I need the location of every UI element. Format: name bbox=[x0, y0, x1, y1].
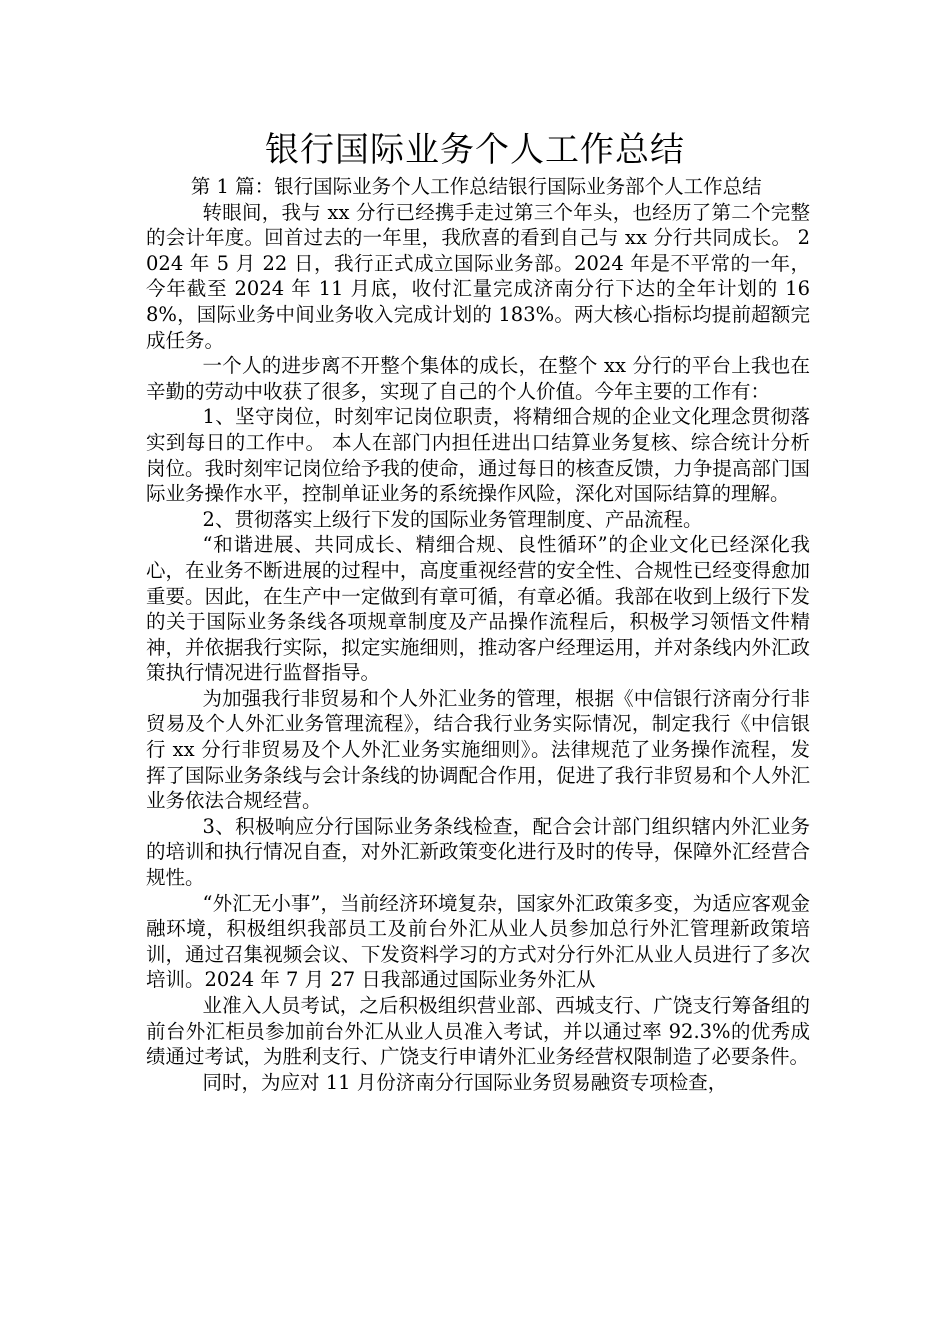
paragraph: 第 1 篇：银行国际业务个人工作总结银行国际业务部个人工作总结 bbox=[190, 175, 762, 198]
document-body bbox=[146, 174, 810, 1095]
document-title: 银行国际业务个人工作总结 bbox=[265, 130, 685, 170]
paragraph: 为加强我行非贸易和个人外汇业务的管理，根据《中信银行济南分行非贸易及个人外汇业务管理流程》，结合我行业务实际情况，制定我行《中信银行 xx 分行非贸易及个人外汇业务实施细则》。法律规范了业务操作流程，发挥了国际业务条线与会计条线的协调配合作用，促进了我行非贸易和个人外汇业务依法合规经营。 bbox=[146, 686, 810, 813]
paragraph: 3、积极响应分行国际业务条线检查，配合会计部门组织辖内外汇业务的培训和执行情况自查，对外汇新政策变化进行及时的传导，保障外汇经营合规性。 bbox=[146, 814, 810, 890]
paragraph: 一个人的进步离不开整个集体的成长，在整个 xx 分行的平台上我也在辛勤的劳动中收获了很多，实现了自己的个人价值。今年主要的工作有： bbox=[146, 354, 810, 403]
paragraph: 1、坚守岗位，时刻牢记岗位职责，将精细合规的企业文化理念贯彻落实到每日的工作中。 本人在部门内担任进出口结算业务复核、综合统计分析岗位。我时刻牢记岗位给予我的使命，通过每日的核查反馈，力争提高部门国际业务操作水平，控制单证业务的系统操作风险，深化对国际结算的理解。 bbox=[146, 405, 810, 506]
paragraph: 2、贯彻落实上级行下发的国际业务管理制度、产品流程。 bbox=[202, 507, 703, 531]
paragraph: “外汇无小事”，当前经济环境复杂，国家外汇政策多变，为适应客观金融环境，积极组织我部员工及前台外汇从业人员参加总行外汇管理新政策培训，通过召集视频会议、下发资料学习的方式对分行外汇从业人员进行了多次培训。2024 年 7 月 27 日我部通过国际业务外汇从 bbox=[146, 891, 810, 992]
paragraph: “和谐进展、共同成长、精细合规、良性循环”的企业文化已经深化我心，在业务不断进展的过程中，高度重视经营的安全性、合规性已经变得愈加重要。因此，在生产中一定做到有章可循，有章必循。我部在收到上级行下发的关于国际业务条线各项规章制度及产品操作流程后，积极学习领悟文件精神，并依据我行实际，拟定实施细则，推动客户经理运用，并对条线内外汇政策执行情况进行监督指导。 bbox=[146, 533, 810, 685]
paragraph: 业准入人员考试，之后积极组织营业部、西城支行、广饶支行筹备组的前台外汇柜员参加前台外汇从业人员准入考试，并以通过率 92.3%的优秀成绩通过考试，为胜利支行、广饶支行申请外汇业务经营权限制造了必要条件。 bbox=[146, 994, 810, 1069]
paragraph: 转眼间，我与 xx 分行已经携手走过第三个年头，也经历了第二个完整的会计年度。回首过去的一年里，我欣喜的看到自己与 xx 分行共同成长。 2024 年 5 月 22 日，我行正式成立国际业务部。2024 年是不平常的一年，今年截至 2024 年 11 月底，收付汇量完成济南分行下达的全年计划的 168%，国际业务中间业务收入完成计划的 183%。两大核心指标均提前超额完成任务。 bbox=[146, 200, 810, 352]
paragraph: 同时，为应对 11 月份济南分行国际业务贸易融资专项检查， bbox=[202, 1070, 728, 1094]
